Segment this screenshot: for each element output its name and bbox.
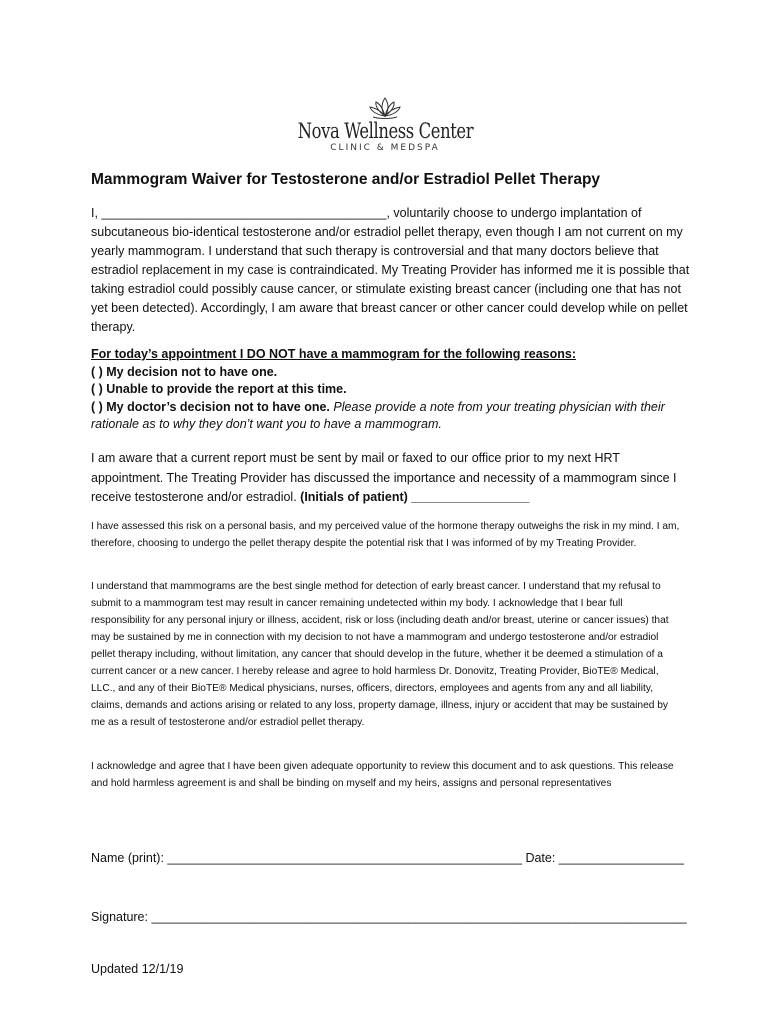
reason-option-3-row xyxy=(91,399,691,434)
clinic-name: Nova Wellness Center xyxy=(297,119,473,143)
reasons-section xyxy=(91,346,691,434)
reason-option-2[interactable]: ( ) Unable to provide the report at this time. xyxy=(91,382,347,396)
date-field[interactable]: Date: __________________ xyxy=(525,851,684,865)
lotus-icon xyxy=(365,96,405,120)
clinic-logo xyxy=(0,96,770,153)
initials-field[interactable]: (Initials of patient) _________________ xyxy=(300,490,530,504)
reason-option-1[interactable]: ( ) My decision not to have one. xyxy=(91,364,278,379)
reasons-header: For today’s appointment I DO NOT have a mammogram for the following reasons: xyxy=(91,347,577,361)
updated-date: Updated 12/1/19 xyxy=(91,962,184,976)
risk-paragraph: I have assessed this risk on a personal basis, and my perceived value of the hormone therapy outweighs the risk in my mind. I am, therefore, choosing to undergo the pellet therapy despite the potential risk that I was informed of by my Treating Provider. xyxy=(91,521,680,549)
report-paragraph: I am aware that a current report must be sent by mail or faxed to our office prior to my next HRT appointment. The Treating Provider has discussed the importance and necessity of a mammogram since I receive testosterone and/or estradiol. xyxy=(91,451,677,504)
document-title: Mammogram Waiver for Testosterone and/or Estradiol Pellet Therapy xyxy=(91,171,601,188)
reason-option-3[interactable]: ( ) My doctor’s decision not to have one. xyxy=(91,399,330,414)
name-date-row xyxy=(91,851,684,865)
intro-paragraph: I, _________________________________________, voluntarily choose to undergo implantation of subcutaneous bio-identical testosterone and/or estradiol pellet therapy, even though I am not current on my yearly mammogram. I understand that such therapy is controversial and that many doctors believe that estradiol replacement in my case is contraindicated. My Treating Provider has informed me it is possible that taking estradiol could possibly cause cancer, or stimulate existing breast cancer (including one that has not yet been detected). Accordingly, I am aware that breast cancer or other cancer could develop while on pellet therapy. xyxy=(91,206,690,334)
liability-paragraph: I understand that mammograms are the best single method for detection of early breast cancer. I understand that my refusal to submit to a mammogram test may result in cancer remaining undetected within my body. I acknowledge that I bear full responsibility for any personal injury or illness, accident, risk or loss (including death and/or breast, uterine or cancer issues) that may be sustained by me in connection with my decision to not have a mammogram and undergo testosterone and/or estradiol pellet therapy including, without limitation, any cancer that should develop in the future, whether it be deemed a stimulation of a current cancer or a new cancer. I hereby release and agree to hold harmless Dr. Donovitz, Treating Provider, BioTE® Medical, LLC., and any of their BioTE® Medical physicians, nurses, officers, directors, employees and agents from any and all liability, claims, demands and actions arising or related to any loss, property damage, illness, injury or accident that may be sustained by me as a result of testosterone and/or estradiol pellet therapy. xyxy=(91,581,669,728)
signature-field[interactable]: Signature: _____________________________________________________________________________ xyxy=(91,910,687,924)
acknowledge-paragraph: I acknowledge and agree that I have been given adequate opportunity to review this document and to ask questions. This release and hold harmless agreement is and shall be binding on myself and my heirs, assigns and personal representatives xyxy=(91,761,674,789)
name-field[interactable]: Name (print): ___________________________________________________ xyxy=(91,851,522,865)
reason-option-3-note: Please provide a note from your treating physician with their rationale as to why they don’t want you to have a mammogram. xyxy=(91,399,665,431)
clinic-subtitle: CLINIC & MEDSPA xyxy=(330,143,440,153)
report-paragraph-block xyxy=(91,449,691,508)
